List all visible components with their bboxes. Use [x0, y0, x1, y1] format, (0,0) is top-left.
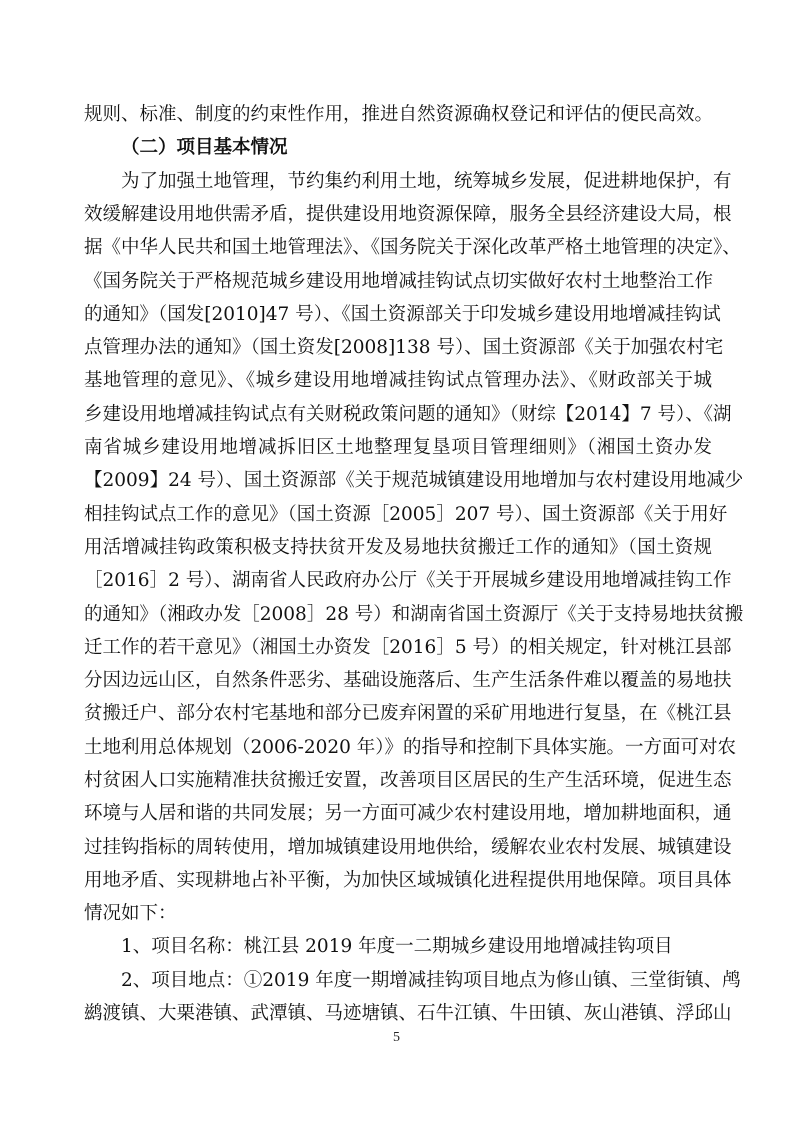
body-text-line: 鹚渡镇、大栗港镇、武潭镇、马迹塘镇、石牛江镇、牛田镇、灰山港镇、浮邱山	[84, 1003, 732, 1024]
body-text-line: 乡建设用地增减挂钩试点有关财税政策问题的通知》（财综【2014】7 号）、《湖	[84, 404, 732, 425]
body-text-line: 过挂钩指标的周转使用，增加城镇建设用地供给，缓解农业农村发展、城镇建设	[84, 837, 732, 858]
body-text-line: 贫搬迁户、部分农村宅基地和部分已废弃闲置的采矿用地进行复垦，在《桃江县	[84, 703, 732, 724]
body-text-line: 用地矛盾、实现耕地占补平衡，为加快区域城镇化进程提供用地保障。项目具体	[84, 870, 732, 891]
body-text-line: 1、项目名称：桃江县 2019 年度一二期城乡建设用地增减挂钩项目	[121, 936, 673, 957]
body-text-line: 分因边远山区，自然条件恶劣、基础设施落后、生产生活条件难以覆盖的易地扶	[84, 670, 732, 691]
body-text-line: 为了加强土地管理，节约集约利用土地，统筹城乡发展，促进耕地保护，有	[121, 171, 732, 192]
body-text-line: 村贫困人口实施精准扶贫搬迁安置，改善项目区居民的生产生活环境，促进生态	[84, 770, 732, 791]
body-text-line: 迁工作的若干意见》（湘国土办资发［2016］5 号）的相关规定，针对桃江县部	[84, 637, 732, 658]
body-text-line: 《国务院关于严格规范城乡建设用地增减挂钩试点切实做好农村土地整治工作	[84, 271, 714, 292]
body-text-line: ［2016］2 号）、湖南省人民政府办公厅《关于开展城乡建设用地增减挂钩工作	[84, 570, 732, 591]
body-text-line: 基地管理的意见》、《城乡建设用地增减挂钩试点管理办法》、《财政部关于城	[84, 370, 712, 391]
body-text-line: 规则、标准、制度的约束性作用，推进自然资源确权登记和评估的便民高效。	[84, 104, 714, 125]
body-text-line: 情况如下：	[84, 903, 177, 924]
body-text-line: 效缓解建设用地供需矛盾，提供建设用地资源保障，服务全县经济建设大局，根	[84, 204, 732, 225]
body-text-line: 的通知》（湘政办发［2008］28 号）和湖南省国土资源厅《关于支持易地扶贫搬	[84, 604, 744, 625]
body-text-line: 点管理办法的通知》（国土资发[2008]138 号）、国土资源部《关于加强农村宅	[84, 337, 724, 358]
body-text-line: 相挂钩试点工作的意见》（国土资源［2005］207 号）、国土资源部《关于用好	[84, 504, 728, 525]
page-number: 5	[393, 1030, 400, 1045]
body-text-line: 土地利用总体规划（2006-2020 年）》的指导和控制下具体实施。一方面可对农	[84, 737, 737, 758]
section-heading: （二）项目基本情况	[121, 137, 288, 158]
body-text-line: 南省城乡建设用地增减拆旧区土地整理复垦项目管理细则》（湘国土资办发	[84, 437, 712, 458]
body-text-line: 的通知》（国发[2010]47 号）、《国土资源部关于印发城乡建设用地增减挂钩试	[84, 304, 721, 325]
body-text-line: 2、项目地点：①2019 年度一期增减挂钩项目地点为修山镇、三堂街镇、鸬	[121, 970, 741, 991]
body-text-line: 环境与人居和谐的共同发展；另一方面可减少农村建设用地，增加耕地面积，通	[84, 803, 732, 824]
body-text-line: 【2009】24 号）、国土资源部《关于规范城镇建设用地增加与农村建设用地减少	[84, 470, 744, 491]
body-text-line: 用活增减挂钩政策积极支持扶贫开发及易地扶贫搬迁工作的通知》（国土资规	[84, 537, 712, 558]
body-text-line: 据《中华人民共和国土地管理法》、《国务院关于深化改革严格土地管理的决定》、	[84, 237, 741, 258]
